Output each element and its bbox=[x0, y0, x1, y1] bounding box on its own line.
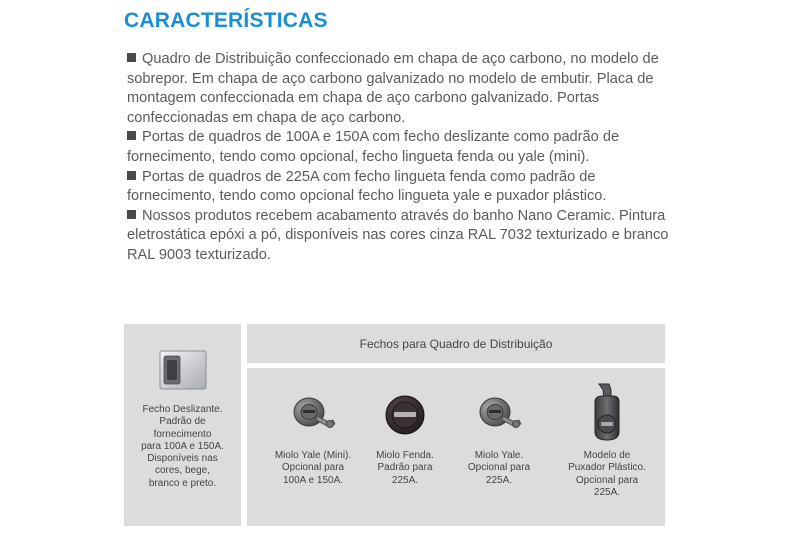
caption-line: Miolo Yale (Mini). bbox=[274, 450, 352, 461]
slot-lock-icon bbox=[381, 392, 429, 438]
feature-text: Quadro de Distribuição confeccionado em chapa de aço carbono, no modelo de sobrepor. Em chapa de aço carbono galvanizado no modelo de embutir. Placa de montagem confeccionada em chapa de aço carbono galvanizado. Portas confeccionadas em chapa de aço carbono. bbox=[127, 51, 659, 126]
caption-line: Padrão de bbox=[159, 416, 206, 428]
square-bullet-icon bbox=[127, 210, 136, 219]
square-bullet-icon bbox=[127, 53, 136, 62]
caption-line: Miolo Yale. bbox=[474, 450, 524, 461]
lock-caption bbox=[353, 450, 457, 487]
sliding-latch-icon bbox=[159, 348, 207, 392]
locks-panel bbox=[247, 368, 665, 526]
caption-line: Modelo de bbox=[583, 450, 631, 461]
lock-caption bbox=[555, 450, 659, 499]
page-title: CARACTERÍSTICAS bbox=[124, 9, 328, 32]
caption-line: Disponíveis nas bbox=[147, 453, 218, 465]
feature-item bbox=[127, 168, 672, 207]
caption-line: branco e preto. bbox=[148, 477, 217, 489]
caption-line: Miolo Fenda. bbox=[376, 450, 434, 461]
feature-item bbox=[127, 128, 672, 167]
locks-panel-header: Fechos para Quadro de Distribuição bbox=[247, 324, 665, 363]
sliding-latch-panel bbox=[124, 324, 241, 526]
caption-line: para 100A e 150A. bbox=[141, 440, 224, 452]
caption-line: 100A e 150A. bbox=[282, 474, 344, 486]
plastic-handle-icon bbox=[589, 382, 625, 442]
lock-option bbox=[447, 368, 551, 526]
sliding-latch-caption bbox=[124, 404, 241, 490]
caption-line: Opcional para bbox=[281, 462, 345, 474]
feature-text: Portas de quadros de 225A com fecho lingueta fenda como padrão de fornecimento, tendo como opcional fecho lingueta yale e puxador plástico. bbox=[127, 168, 607, 205]
feature-text: Portas de quadros de 100A e 150A com fecho deslizante como padrão de fornecimento, tendo como opcional, fecho lingueta fenda ou yale (mini). bbox=[127, 129, 620, 165]
caption-line: cores, bege, bbox=[154, 465, 211, 477]
caption-line: Opcional para bbox=[467, 462, 531, 474]
caption-line: 225A. bbox=[391, 474, 419, 486]
feature-item bbox=[127, 207, 672, 266]
yale-lock-icon bbox=[475, 392, 523, 436]
yale-mini-lock-icon bbox=[289, 392, 337, 436]
lock-caption bbox=[447, 450, 551, 487]
caption-line: Fecho Deslizante. bbox=[142, 404, 223, 415]
lock-option bbox=[353, 368, 457, 526]
square-bullet-icon bbox=[127, 131, 136, 140]
feature-item bbox=[127, 50, 672, 128]
lock-option bbox=[261, 368, 365, 526]
caption-line: fornecimento bbox=[153, 428, 212, 440]
features-list bbox=[127, 50, 672, 266]
caption-line: Opcional para bbox=[575, 474, 639, 486]
caption-line: 225A. bbox=[485, 474, 513, 486]
lock-option bbox=[555, 368, 659, 526]
caption-line: Puxador Plástico. bbox=[568, 462, 646, 474]
caption-line: Padrão para bbox=[377, 462, 433, 474]
lock-caption bbox=[261, 450, 365, 487]
caption-line: 225A. bbox=[593, 486, 621, 498]
feature-text: Nossos produtos recebem acabamento através do banho Nano Ceramic. Pintura eletrostática epóxi a pó, disponíveis nas cores cinza RAL 7032 texturizado e branco RAL 9003 texturizado. bbox=[127, 207, 669, 263]
square-bullet-icon bbox=[127, 171, 136, 180]
